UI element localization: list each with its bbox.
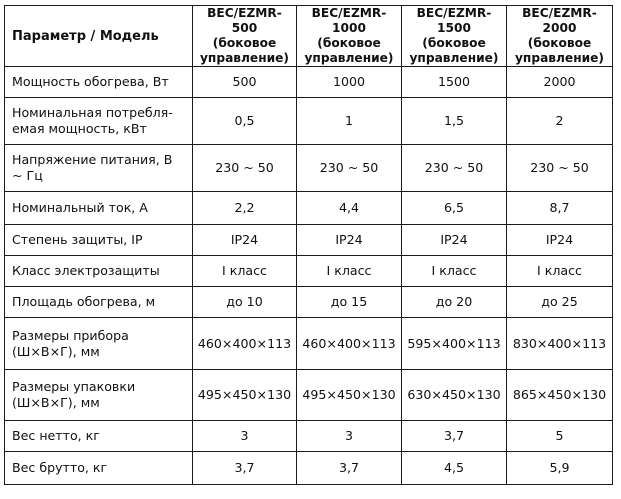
row-value: IP24 xyxy=(402,225,507,256)
row-value: 1000 xyxy=(297,67,402,98)
row-value: 1,5 xyxy=(402,98,507,145)
row-param: Размеры упаковки (Ш×В×Г), мм xyxy=(5,370,193,421)
row-value: 830×400×113 xyxy=(507,318,613,370)
row-value: 6,5 xyxy=(402,192,507,225)
row-param: Вес нетто, кг xyxy=(5,421,193,452)
row-value: 2000 xyxy=(507,67,613,98)
table-row xyxy=(5,225,613,256)
row-value: I класс xyxy=(507,256,613,287)
row-value: 2 xyxy=(507,98,613,145)
row-value: 4,4 xyxy=(297,192,402,225)
row-value: IP24 xyxy=(507,225,613,256)
table-row xyxy=(5,318,613,370)
header-model-1000: BEC/EZMR- 1000 (боковое управление) xyxy=(297,6,402,67)
row-value: 630×450×130 xyxy=(402,370,507,421)
table-row xyxy=(5,192,613,225)
row-param: Номинальный ток, А xyxy=(5,192,193,225)
row-value: I класс xyxy=(297,256,402,287)
table-row xyxy=(5,287,613,318)
row-value: 5,9 xyxy=(507,452,613,485)
row-value: до 15 xyxy=(297,287,402,318)
table-row xyxy=(5,370,613,421)
header-model-1500: BEC/EZMR- 1500 (боковое управление) xyxy=(402,6,507,67)
row-value: 2,2 xyxy=(193,192,297,225)
row-param: Степень защиты, IP xyxy=(5,225,193,256)
row-value: IP24 xyxy=(297,225,402,256)
row-param: Напряжение питания, В ~ Гц xyxy=(5,145,193,192)
table-row xyxy=(5,145,613,192)
row-value: I класс xyxy=(193,256,297,287)
row-value: 595×400×113 xyxy=(402,318,507,370)
table-row xyxy=(5,98,613,145)
row-param: Размеры прибора (Ш×В×Г), мм xyxy=(5,318,193,370)
table-row xyxy=(5,452,613,485)
row-value: 230 ~ 50 xyxy=(402,145,507,192)
header-model-500: BEC/EZMR-500 (боковое управление) xyxy=(193,6,297,67)
row-value: до 20 xyxy=(402,287,507,318)
row-value: 500 xyxy=(193,67,297,98)
row-value: IP24 xyxy=(193,225,297,256)
row-value: 3 xyxy=(193,421,297,452)
row-value: до 10 xyxy=(193,287,297,318)
table-row xyxy=(5,67,613,98)
row-value: 230 ~ 50 xyxy=(297,145,402,192)
row-value: 3,7 xyxy=(297,452,402,485)
row-value: I класс xyxy=(402,256,507,287)
row-value: до 25 xyxy=(507,287,613,318)
row-value: 1 xyxy=(297,98,402,145)
table-row xyxy=(5,421,613,452)
row-value: 5 xyxy=(507,421,613,452)
table-row xyxy=(5,256,613,287)
spec-table xyxy=(4,5,613,485)
row-param: Класс электрозащиты xyxy=(5,256,193,287)
row-value: 8,7 xyxy=(507,192,613,225)
row-value: 0,5 xyxy=(193,98,297,145)
row-value: 3,7 xyxy=(193,452,297,485)
header-param: Параметр / Модель xyxy=(5,6,193,67)
row-param: Площадь обогрева, м xyxy=(5,287,193,318)
row-value: 495×450×130 xyxy=(193,370,297,421)
row-value: 3 xyxy=(297,421,402,452)
row-param: Мощность обогрева, Вт xyxy=(5,67,193,98)
row-value: 460×400×113 xyxy=(297,318,402,370)
row-value: 460×400×113 xyxy=(193,318,297,370)
row-value: 495×450×130 xyxy=(297,370,402,421)
table-header-row xyxy=(5,6,613,67)
header-model-2000: BEC/EZMR- 2000 (боковое управление) xyxy=(507,6,613,67)
row-value: 4,5 xyxy=(402,452,507,485)
row-value: 3,7 xyxy=(402,421,507,452)
row-param: Номинальная потребля-емая мощность, кВт xyxy=(5,98,193,145)
row-value: 230 ~ 50 xyxy=(193,145,297,192)
row-value: 230 ~ 50 xyxy=(507,145,613,192)
row-value: 1500 xyxy=(402,67,507,98)
row-param: Вес брутто, кг xyxy=(5,452,193,485)
row-value: 865×450×130 xyxy=(507,370,613,421)
